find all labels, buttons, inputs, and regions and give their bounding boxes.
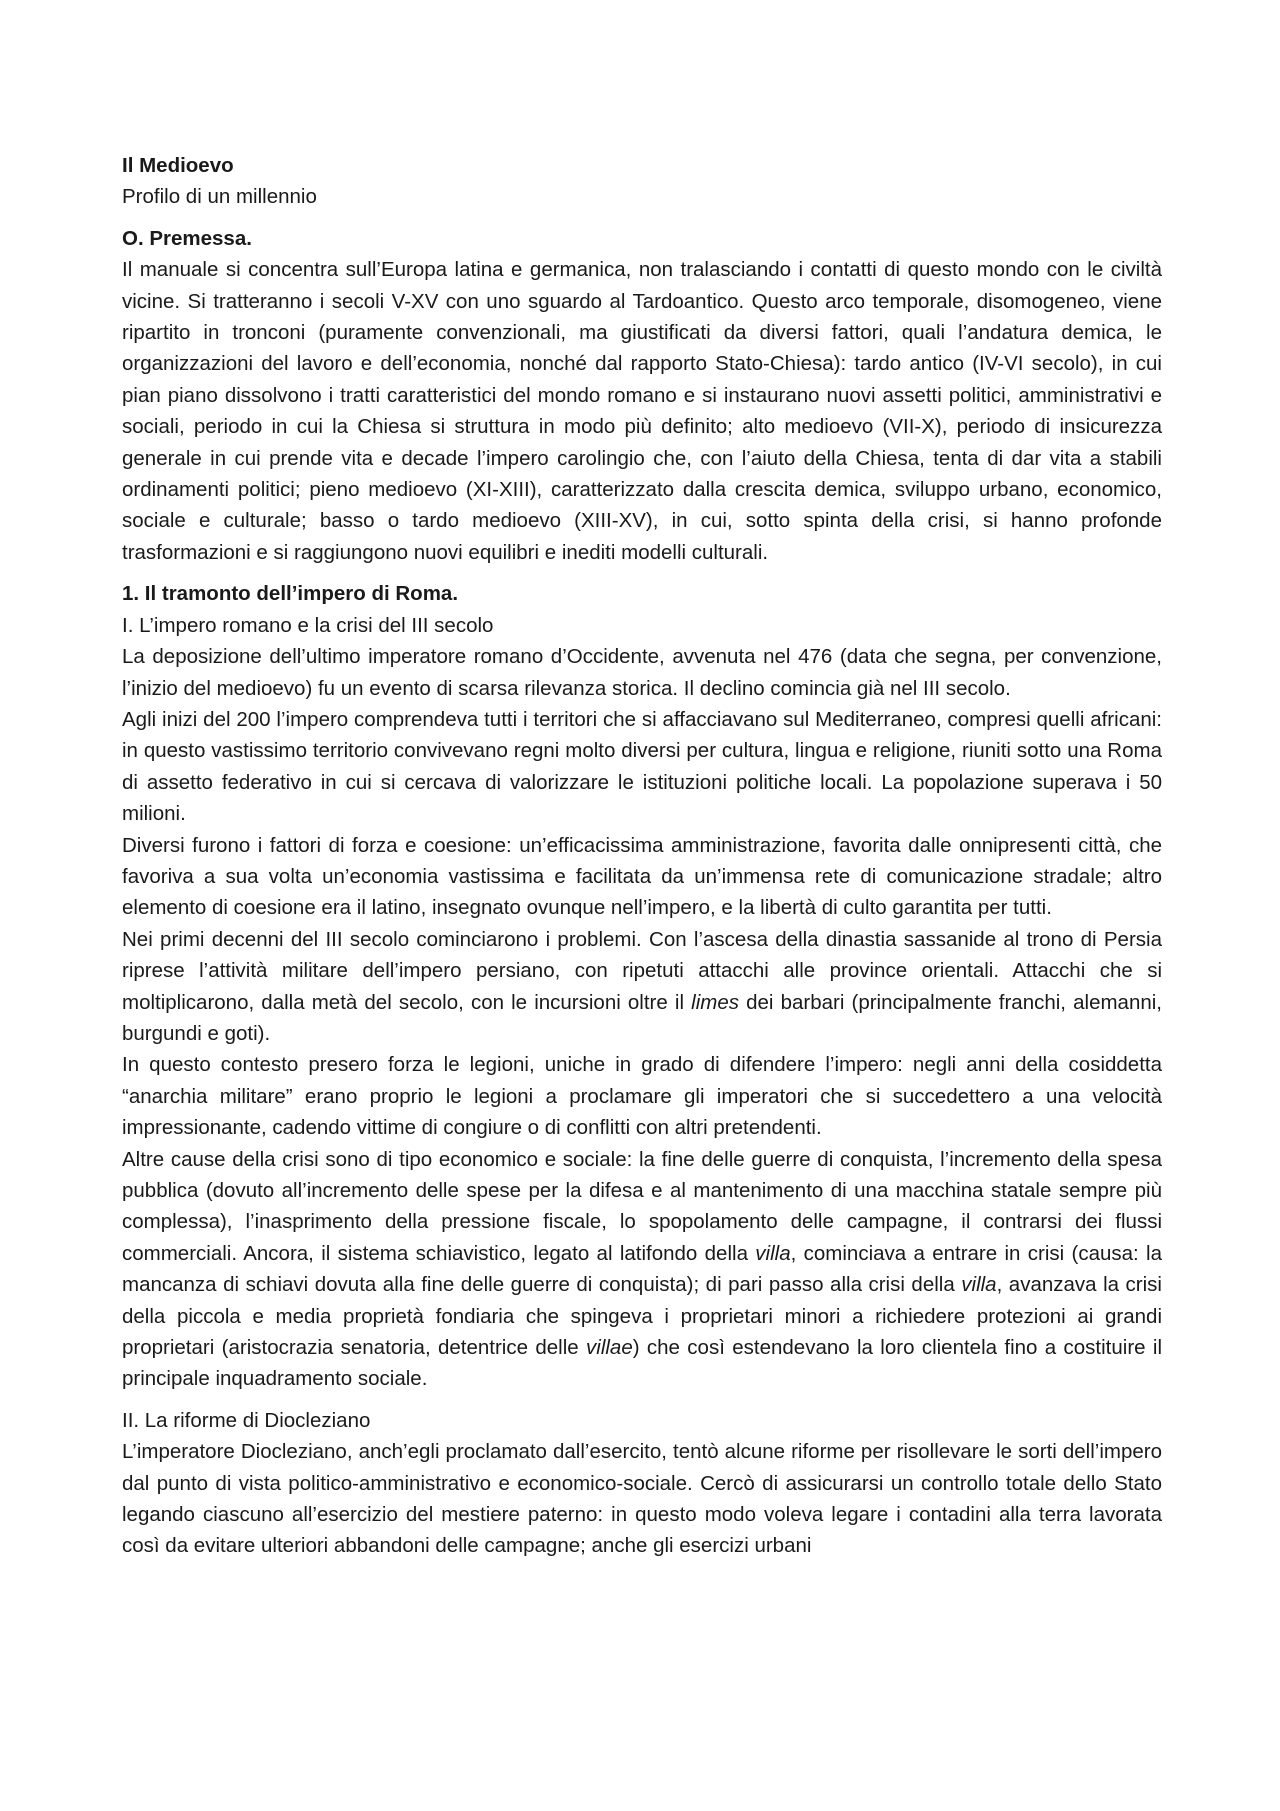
paragraph-altre-cause bbox=[122, 1144, 1162, 1395]
paragraph-diocleziano: L’imperatore Diocleziano, anch’egli proclamato dall’esercito, tentò alcune riforme per risollevare le sorti dell’impero dal punto di vista politico-amministrativo e economico-sociale. Cercò di assicurarsi un controllo totale dello Stato legando ciascuno all’esercizio del mestiere paterno: in questo modo voleva legare i contadini alla terra lavorata così da evitare ulteriori abbandoni delle campagne; anche gli esercizi urbani bbox=[122, 1440, 1162, 1558]
paragraph-legioni: In questo contesto presero forza le legioni, uniche in grado di difendere l’impero: negli anni della cosiddetta “anarchia militare” erano proprio le legioni a proclamare gli imperatori che si succedettero a una velocità impressionante, cadendo vittime di congiure o di conflitti con altri pretendenti. bbox=[122, 1053, 1162, 1140]
subsection-heading-crisi: I. L’impero romano e la crisi del III secolo bbox=[122, 613, 494, 637]
paragraph-deposizione: La deposizione dell’ultimo imperatore romano d’Occidente, avvenuta nel 476 (data che segna, per convenzione, l’inizio del medioevo) fu un evento di scarsa rilevanza storica. Il declino comincia già nel III secolo. bbox=[122, 645, 1162, 700]
paragraph-agli-inizi: Agli inizi del 200 l’impero comprendeva tutti i territori che si affacciavano sul Mediterraneo, compresi quelli africani: in questo vastissimo territorio convivevano regni molto diversi per cultura, lingua e religione, riuniti sotto una Roma di assetto federativo in cui si cercava di valorizzare le istituzioni politiche locali. La popolazione superava i 50 milioni. bbox=[122, 707, 1162, 826]
text-run: Altre cause della crisi sono di tipo economico e sociale: la fine delle guerre di conquista, l’incremento della spesa pubblica (dovuto all’incremento delle spese per la difesa e al mantenimento di una macchina statale sempre più complessa), l’inasprimento della pressione fiscale, lo spopolamento delle campagne, il contrarsi dei flussi commerciali. Ancora, il sistema schiavistico, legato al latifondo della bbox=[122, 1147, 1162, 1265]
paragraph-premessa: Il manuale si concentra sull’Europa latina e germanica, non tralasciando i contatti di questo mondo con le civiltà vicine. Si tratteranno i secoli V-XV con uno sguardo al Tardoantico. Questo arco temporale, disomogeneo, viene ripartito in tronconi (puramente convenzionali, ma giustificati da diversi fattori, quali l’andatura demica, le organizzazioni del lavoro e dell’economia, nonché dal rapporto Stato-Chiesa): tardo antico (IV-VI secolo), in cui pian piano dissolvono i tratti caratteristici del mondo romano e si instaurano nuovi assetti politici, amministrativi e sociali, periodo in cui la Chiesa si struttura in modo più definito; alto medioevo (VII-X), periodo di insicurezza generale in cui prende vita e decade l’impero carolingio che, con l’aiuto della Chiesa, tenta di dar vita a stabili ordinamenti politici; pieno medioevo (XI-XIII), caratterizzato dalla crescita demica, sviluppo urbano, economico, sociale e culturale; basso o tardo medioevo (XIII-XV), in cui, sotto spinta della crisi, si hanno profonde trasformazioni e si raggiungono nuovi equilibri e inediti modelli culturali. bbox=[122, 258, 1162, 564]
spacer bbox=[122, 1395, 1162, 1405]
spacer bbox=[122, 213, 1162, 223]
text-run: , cominciava a entrare in crisi (causa: la mancanza di schiavi dovuta alla fine delle guerre di conquista); di pari passo alla crisi della bbox=[122, 1241, 1163, 1297]
text-run: Nei primi decenni del III secolo cominciarono i problemi. Con l’ascesa della dinastia sassanide al trono di Persia riprese l’attività militare dell’impero persiano, con ripetuti attacchi alle province orientali. Attacchi che si moltiplicarono, dalla metà del secolo, con le incursioni oltre il bbox=[122, 927, 1162, 1014]
paragraph-fattori: Diversi furono i fattori di forza e coesione: un’efficacissima amministrazione, favorita dalle onnipresenti città, che favoriva a sua volta un’economia vastissima e facilitata da un’immensa rete di comunicazione stradale; altro elemento di coesione era il latino, insegnato ovunque nell’impero, e la libertà di culto garantita per tutti. bbox=[122, 833, 1162, 920]
text-run-italic: villae bbox=[586, 1336, 633, 1360]
document-subtitle: Profilo di un millennio bbox=[122, 185, 317, 209]
subsection-heading-diocleziano: II. La riforme di Diocleziano bbox=[122, 1408, 371, 1432]
document-title: Il Medioevo bbox=[122, 154, 234, 177]
text-run: ) che così estendevano la loro clientela fino a costituire il principale inquadramento sociale. bbox=[122, 1336, 1162, 1391]
text-run-italic: villa bbox=[755, 1241, 791, 1265]
section-heading-tramonto: 1. Il tramonto dell’impero di Roma. bbox=[122, 582, 459, 606]
text-run-italic: limes bbox=[691, 990, 739, 1014]
text-run: , avanzava la crisi della piccola e media proprietà fondiaria che spingeva i proprietari minori a richiedere protezioni ai grandi proprietari (aristocrazia senatoria, detentrice delle bbox=[122, 1273, 1162, 1360]
document-page bbox=[122, 150, 1162, 1562]
text-run: dei barbari (principalmente franchi, alemanni, burgundi e goti). bbox=[122, 990, 1162, 1045]
section-heading-premessa: O. Premessa. bbox=[122, 226, 252, 250]
text-run-italic: villa bbox=[961, 1273, 997, 1297]
spacer bbox=[122, 568, 1162, 578]
paragraph-primi-decenni bbox=[122, 924, 1162, 1050]
